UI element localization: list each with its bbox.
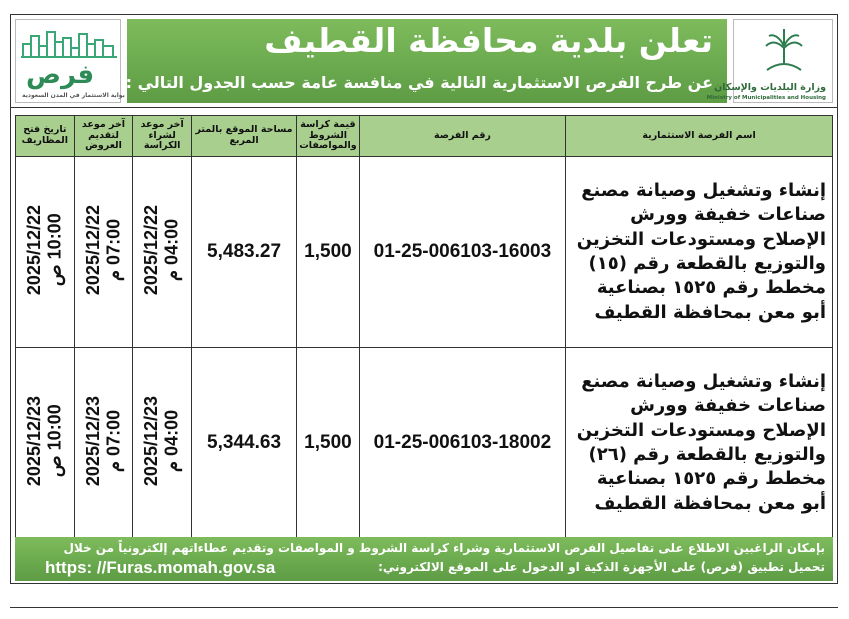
opening-date-time: 10:00 ص bbox=[44, 213, 65, 287]
opportunity-number: 01-25-006103-16003 bbox=[373, 241, 552, 262]
column-header: قيمة كراسة الشروط والمواصفات bbox=[297, 116, 360, 157]
ministry-name-en: Ministry of Municipalities and Housing bbox=[706, 95, 826, 101]
opening-date-date: 2025/12/22 bbox=[24, 204, 45, 296]
booklet-price-cell bbox=[297, 157, 360, 348]
submission-deadline bbox=[83, 205, 124, 295]
purchase-deadline-date: 2025/12/22 bbox=[141, 204, 162, 296]
opening-date-date: 2025/12/23 bbox=[24, 395, 45, 487]
opportunity-name-line: صناعات خفيفة وورش bbox=[630, 395, 826, 417]
table-row bbox=[16, 157, 833, 348]
furas-logo-caption: بوابة الاستثمار في المدن السعودية bbox=[22, 92, 125, 99]
table-header-row bbox=[16, 116, 833, 157]
site-area-cell bbox=[191, 348, 296, 539]
site-area: 5,344.63 bbox=[207, 432, 282, 453]
footer-instructions: بإمكان الراغبين الاطلاع على تفاصيل الفرص الاستثمارية وشراء كراسة الشروط و المواصفات وتقديم عطاءاتهم إلكترونياً من خلال bbox=[63, 541, 825, 555]
opportunity-name-line: مخطط رقم ١٥٢٥ بصناعية bbox=[596, 468, 826, 490]
furas-logo bbox=[15, 19, 125, 103]
column-header: آخر موعد لشراء الكراسة bbox=[133, 116, 192, 157]
column-header: آخر موعد لتقديم العروض bbox=[74, 116, 133, 157]
purchase-deadline-time: 04:00 م bbox=[162, 409, 183, 473]
purchase-deadline-cell bbox=[133, 348, 192, 539]
header-divider bbox=[11, 107, 837, 108]
bottom-divider bbox=[10, 607, 838, 608]
column-header: رقم الفرصة bbox=[359, 116, 565, 157]
opening-date-cell bbox=[16, 348, 75, 539]
opportunity-name-line: والتوزيع بالقطعة رقم (١٥) bbox=[588, 253, 826, 274]
booklet-price: 1,500 bbox=[304, 241, 352, 262]
opportunity-name-line: صناعات خفيفة وورش bbox=[630, 204, 826, 226]
submission-deadline bbox=[83, 396, 124, 486]
table-row bbox=[16, 348, 833, 539]
opportunity-number-cell bbox=[359, 348, 565, 539]
footer-band bbox=[15, 537, 833, 581]
opportunity-name-line: أبو معن بمحافظة القطيف bbox=[594, 492, 826, 514]
submission-deadline-cell bbox=[74, 157, 133, 348]
booklet-price: 1,500 bbox=[304, 432, 352, 453]
purchase-deadline bbox=[141, 205, 182, 295]
ad-header bbox=[11, 15, 837, 107]
footer-app-info: تحميل تطبيق (فرص) على الأجهزة الذكية او الدخول على الموقع الالكتروني: bbox=[378, 560, 825, 574]
opportunity-name bbox=[566, 157, 833, 348]
palm-swords-emblem-icon bbox=[759, 26, 809, 76]
opportunity-name-line: إنشاء وتشغيل وصيانة مصنع bbox=[581, 179, 826, 201]
column-header: اسم الفرصة الاستثمارية bbox=[566, 116, 833, 157]
furas-website-link[interactable]: https: //Furas.momah.gov.sa bbox=[45, 558, 276, 577]
title-band bbox=[127, 19, 727, 103]
purchase-deadline bbox=[141, 396, 182, 486]
site-area: 5,483.27 bbox=[207, 241, 282, 262]
submission-deadline-time: 07:00 م bbox=[103, 409, 124, 473]
submission-deadline-date: 2025/12/22 bbox=[82, 204, 103, 296]
announcement-subtitle: عن طرح الفرص الاستثمارية التالية في منافسة عامة حسب الجدول التالي : bbox=[125, 73, 713, 92]
opportunity-number: 01-25-006103-18002 bbox=[373, 432, 552, 453]
opportunity-name-line: أبو معن بمحافظة القطيف bbox=[594, 301, 826, 323]
booklet-price-cell bbox=[297, 348, 360, 539]
opening-date-cell bbox=[16, 157, 75, 348]
submission-deadline-cell bbox=[74, 348, 133, 539]
city-skyline-icon bbox=[21, 26, 117, 60]
opening-date bbox=[24, 205, 65, 295]
opportunity-name-line: إنشاء وتشغيل وصيانة مصنع bbox=[581, 370, 826, 392]
submission-deadline-time: 07:00 م bbox=[103, 218, 124, 282]
ministry-name: وزارة البلديات والإسكان bbox=[714, 82, 826, 93]
purchase-deadline-time: 04:00 م bbox=[162, 218, 183, 282]
opening-date bbox=[24, 396, 65, 486]
furas-logo-name: فرص bbox=[26, 60, 95, 90]
opportunity-name-line: الإصلاح ومستودعات التخزين bbox=[576, 228, 826, 250]
column-header: مساحة الموقع بالمتر المربع bbox=[191, 116, 296, 157]
purchase-deadline-cell bbox=[133, 157, 192, 348]
submission-deadline-date: 2025/12/23 bbox=[82, 395, 103, 487]
opportunity-name-line: والتوزيع بالقطعة رقم (٢٦) bbox=[588, 444, 826, 465]
site-area-cell bbox=[191, 157, 296, 348]
opening-date-time: 10:00 ص bbox=[44, 404, 65, 478]
announcement-title: تعلن بلدية محافظة القطيف bbox=[264, 21, 713, 60]
ad-frame bbox=[10, 14, 838, 584]
opportunity-number-cell bbox=[359, 157, 565, 348]
opportunity-name-line: مخطط رقم ١٥٢٥ بصناعية bbox=[596, 277, 826, 299]
column-header: تاريخ فتح المظاريف bbox=[16, 116, 75, 157]
opportunity-name bbox=[566, 348, 833, 539]
purchase-deadline-date: 2025/12/23 bbox=[141, 395, 162, 487]
opportunities-table bbox=[15, 115, 833, 539]
opportunity-name-line: الإصلاح ومستودعات التخزين bbox=[576, 419, 826, 441]
ministry-logo bbox=[706, 19, 833, 103]
